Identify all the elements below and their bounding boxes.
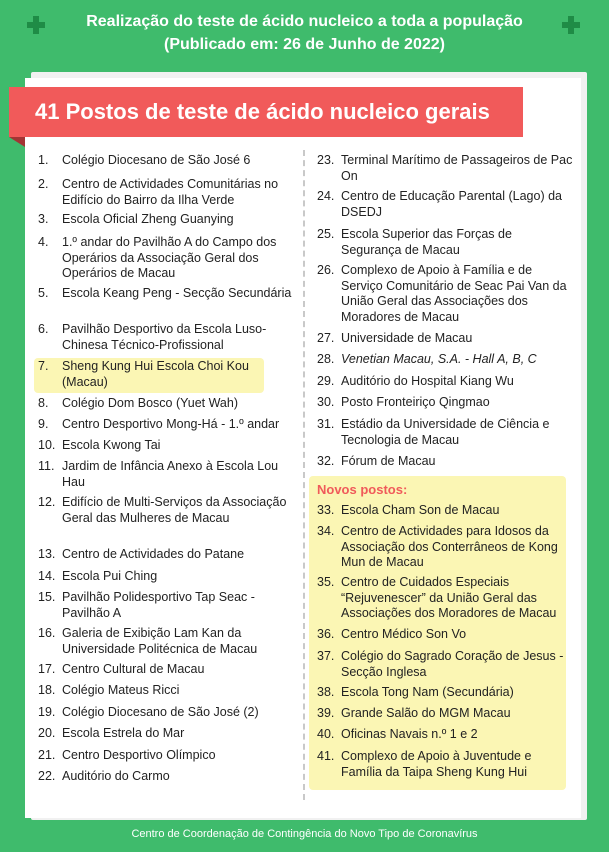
item-number: 22. — [38, 769, 56, 783]
list-item — [317, 749, 575, 780]
item-number: 7. — [38, 359, 49, 373]
list-item — [38, 177, 293, 208]
list-item — [317, 189, 575, 220]
item-text: Universidade de Macau — [341, 331, 473, 345]
list-item — [38, 286, 293, 302]
item-number: 24. — [317, 189, 335, 203]
item-text: Posto Fronteiriço Qingmao — [341, 395, 490, 409]
item-text: Colégio do Sagrado Coração de Jesus - Secção Inglesa — [341, 649, 564, 679]
list-item — [38, 626, 293, 657]
item-text: Terminal Marítimo de Passageiros de Pac On — [341, 153, 573, 183]
item-text: Escola Estrela do Mar — [62, 726, 185, 740]
plus-icon — [562, 16, 580, 34]
title-banner: 41 Postos de teste de ácido nucleico gerais — [9, 87, 523, 137]
item-number: 33. — [317, 503, 335, 517]
item-text: Sheng Kung Hui Escola Choi Kou (Macau) — [62, 359, 249, 389]
item-text: Escola Tong Nam (Secundária) — [341, 685, 514, 699]
item-text: Centro Médico Son Vo — [341, 627, 467, 641]
list-item — [38, 153, 293, 169]
list-item — [317, 331, 575, 347]
item-text: Jardim de Infância Anexo à Escola Lou Hau — [62, 459, 279, 489]
item-number: 9. — [38, 417, 49, 431]
banner-fold — [9, 137, 25, 147]
item-text: Centro de Cuidados Especiais “Rejuvenescer” da União Geral das Associações dos Moradores de Macau — [341, 575, 557, 620]
list-item — [317, 263, 575, 325]
item-text: Centro de Actividades do Patane — [62, 547, 245, 561]
list-item — [38, 396, 293, 412]
footer: Centro de Coordenação de Contingência do Novo Tipo de Coronavírus — [131, 828, 478, 840]
item-number: 11. — [38, 459, 55, 473]
list-item — [38, 748, 293, 764]
item-text: Escola Pui Ching — [62, 569, 158, 583]
item-number: 23. — [317, 153, 335, 167]
list-item — [317, 524, 575, 571]
item-number: 36. — [317, 627, 335, 641]
list-item — [38, 235, 293, 282]
item-number: 12. — [38, 495, 56, 509]
item-text: Colégio Diocesano de São José 6 — [62, 153, 251, 167]
list-item — [317, 685, 575, 701]
item-text: Edifício de Multi-Serviços da Associação Geral das Mulheres de Macau — [62, 495, 287, 525]
item-number: 14. — [38, 569, 56, 583]
item-number: 15. — [38, 590, 56, 604]
list-item — [317, 575, 575, 622]
item-number: 29. — [317, 374, 335, 388]
list-item — [38, 590, 293, 621]
list-item — [38, 547, 293, 563]
item-number: 2. — [38, 177, 49, 191]
item-number: 17. — [38, 662, 56, 676]
item-text: Colégio Diocesano de São José (2) — [62, 705, 259, 719]
item-number: 6. — [38, 322, 49, 336]
list-item — [38, 683, 293, 699]
list-item — [38, 212, 293, 228]
item-number: 19. — [38, 705, 56, 719]
item-text: Venetian Macau, S.A. - Hall A, B, C — [341, 352, 537, 366]
item-text: Centro de Educação Parental (Lago) da DSEDJ — [341, 189, 562, 219]
item-text: Estádio da Universidade de Ciência e Tecnologia de Macau — [341, 417, 550, 447]
list-item — [38, 569, 293, 585]
list-item — [38, 359, 293, 390]
new-posts-label: Novos postos: — [317, 482, 408, 497]
item-text: Pavilhão Desportivo da Escola Luso-Chinesa Técnico-Profissional — [62, 322, 267, 352]
list-item — [38, 438, 293, 454]
list-item — [38, 495, 293, 526]
list-item — [317, 352, 575, 368]
item-number: 28. — [317, 352, 335, 366]
list-item — [38, 417, 293, 433]
item-text: Colégio Mateus Ricci — [62, 683, 180, 697]
header-title: Realização do teste de ácido nucleico a toda a população — [86, 13, 523, 30]
item-number: 21. — [38, 748, 56, 762]
item-text: Grande Salão do MGM Macau — [341, 706, 511, 720]
list-item — [38, 726, 293, 742]
list-item — [317, 227, 575, 258]
item-number: 26. — [317, 263, 335, 277]
item-number: 8. — [38, 396, 49, 410]
header — [0, 0, 609, 68]
item-text: Centro Desportivo Olímpico — [62, 748, 216, 762]
list-item — [317, 374, 575, 390]
list-item — [317, 454, 575, 470]
item-text: Complexo de Apoio à Juventude e Família da Taipa Sheng Kung Hui — [341, 749, 532, 779]
item-number: 38. — [317, 685, 335, 699]
item-number: 4. — [38, 235, 49, 249]
item-text: Escola Superior das Forças de Segurança de Macau — [341, 227, 512, 257]
list-item — [317, 503, 575, 519]
item-text: Pavilhão Polidesportivo Tap Seac - Pavilhão A — [62, 590, 255, 620]
list-item — [317, 395, 575, 411]
item-text: Colégio Dom Bosco (Yuet Wah) — [62, 396, 239, 410]
item-number: 32. — [317, 454, 335, 468]
list-item — [38, 459, 293, 490]
list-item — [317, 627, 575, 643]
item-number: 25. — [317, 227, 335, 241]
item-text: Escola Keang Peng - Secção Secundária — [62, 286, 292, 300]
list-item — [38, 769, 293, 785]
item-number: 1. — [38, 153, 49, 167]
item-text: Fórum de Macau — [341, 454, 436, 468]
header-date: (Publicado em: 26 de Junho de 2022) — [164, 36, 445, 53]
item-number: 3. — [38, 212, 49, 226]
item-text: Galeria de Exibição Lam Kan da Universidade Politécnica de Macau — [62, 626, 258, 656]
list-item — [317, 417, 575, 448]
list-item — [38, 322, 293, 353]
item-text: Centro de Actividades para Idosos da Associação dos Conterrâneos de Kong Mun de Macau — [341, 524, 558, 569]
item-text: 1.º andar do Pavilhão A do Campo dos Operários da Associação Geral dos Operários de Macau — [62, 235, 277, 280]
item-number: 40. — [317, 727, 335, 741]
item-number: 10. — [38, 438, 56, 452]
item-text: Escola Kwong Tai — [62, 438, 161, 452]
item-number: 18. — [38, 683, 56, 697]
item-number: 20. — [38, 726, 56, 740]
item-text: Auditório do Hospital Kiang Wu — [341, 374, 514, 388]
list-item — [317, 649, 575, 680]
item-text: Auditório do Carmo — [62, 769, 170, 783]
list-item — [317, 727, 575, 743]
item-number: 41. — [317, 749, 335, 763]
item-number: 13. — [38, 547, 56, 561]
item-number: 5. — [38, 286, 49, 300]
list-item — [38, 705, 293, 721]
list-item — [317, 153, 575, 184]
item-text: Escola Oficial Zheng Guanying — [62, 212, 234, 226]
item-number: 39. — [317, 706, 335, 720]
item-text: Escola Cham Son de Macau — [341, 503, 500, 517]
column-divider — [303, 150, 305, 800]
list-item — [38, 662, 293, 678]
item-number: 16. — [38, 626, 56, 640]
item-number: 27. — [317, 331, 335, 345]
item-text: Centro Cultural de Macau — [62, 662, 205, 676]
item-number: 34. — [317, 524, 335, 538]
item-text: Centro de Actividades Comunitárias no Edifício do Bairro da Ilha Verde — [62, 177, 279, 207]
item-number: 37. — [317, 649, 335, 663]
item-number: 30. — [317, 395, 335, 409]
item-text: Oficinas Navais n.º 1 e 2 — [341, 727, 478, 741]
item-number: 31. — [317, 417, 335, 431]
list-item — [317, 706, 575, 722]
item-text: Complexo de Apoio à Família e de Serviço Comunitário de Seac Pai Van da União Geral das Associações dos Moradores de Macau — [341, 263, 567, 324]
item-text: Centro Desportivo Mong-Há - 1.º andar — [62, 417, 280, 431]
item-number: 35. — [317, 575, 335, 589]
